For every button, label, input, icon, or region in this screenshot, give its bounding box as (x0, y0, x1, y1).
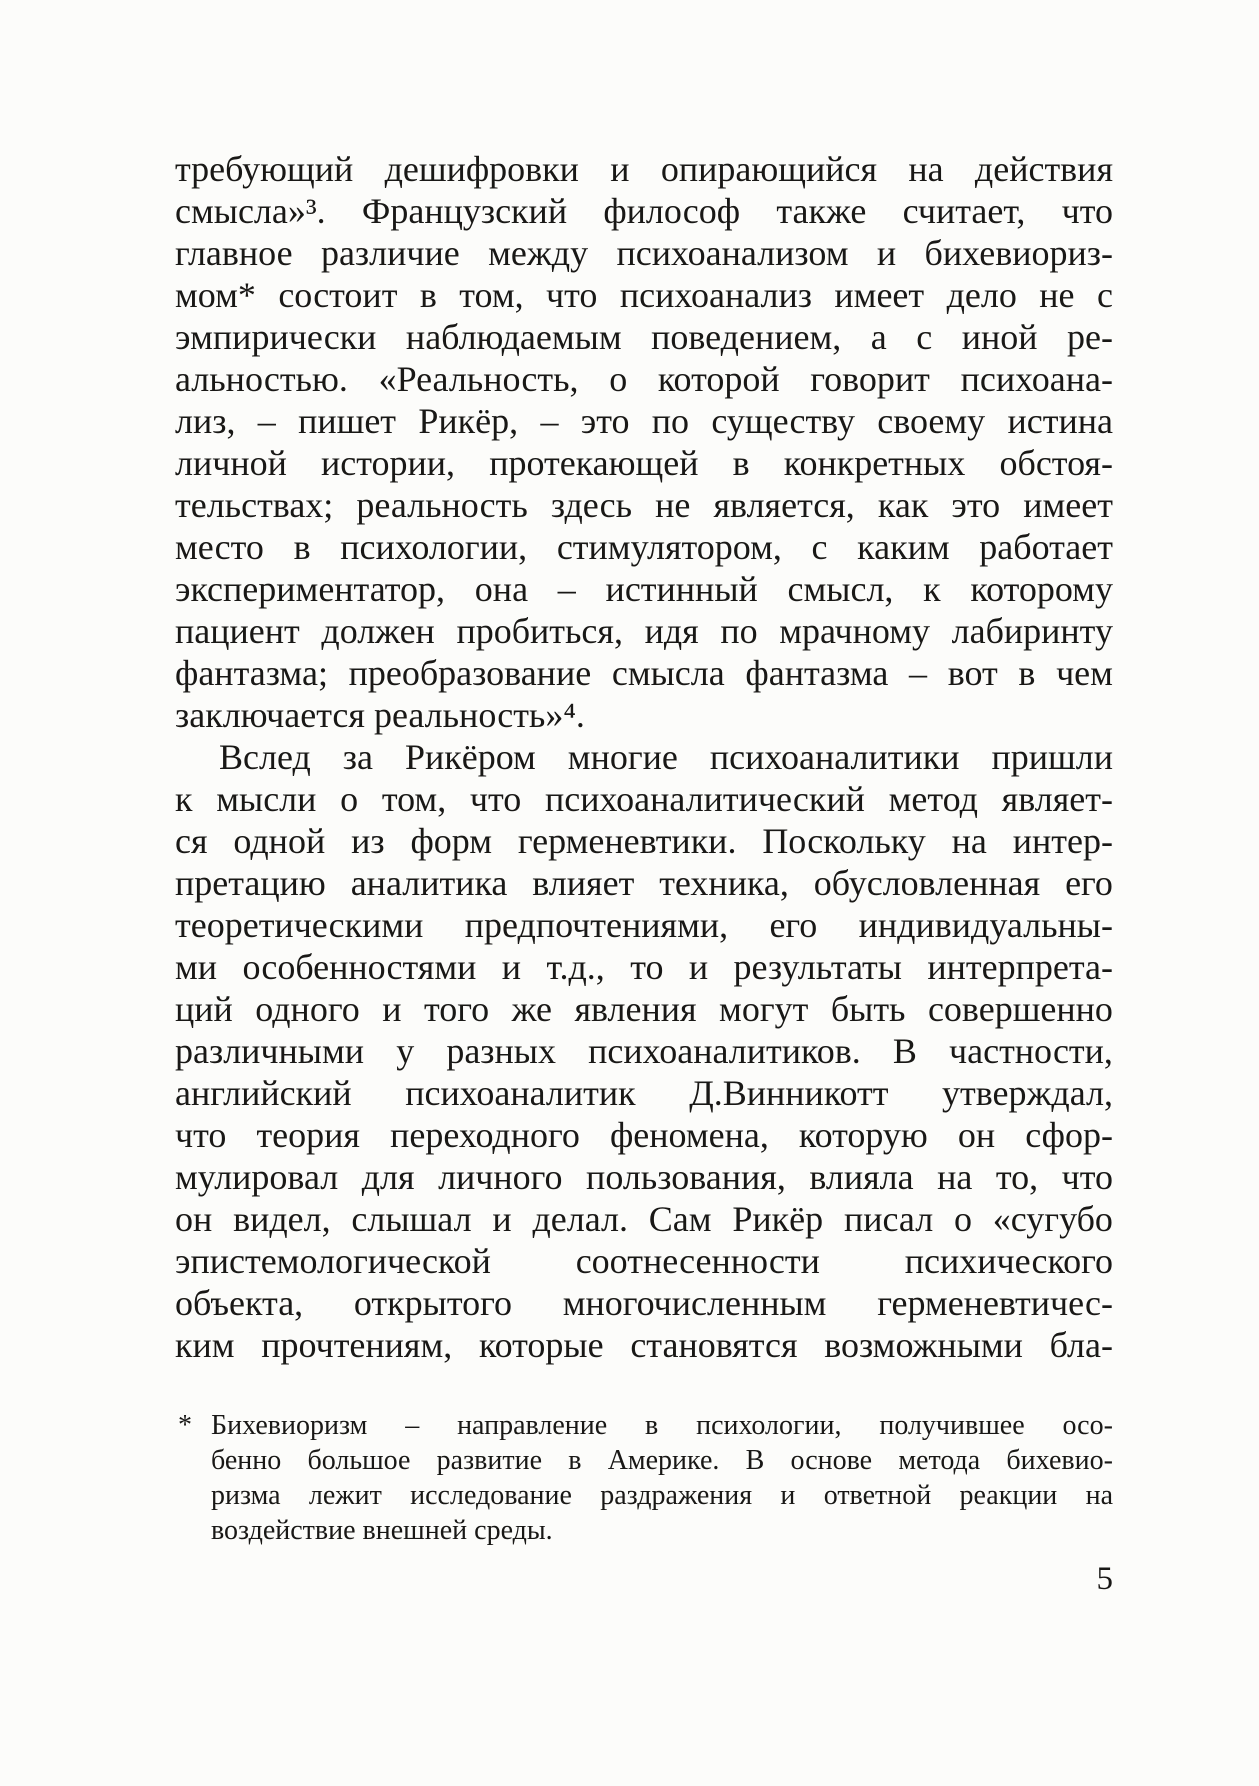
word: интер- (1012, 821, 1113, 861)
word: для (361, 1157, 415, 1197)
word: совершенно (927, 989, 1113, 1029)
word: вот (947, 653, 998, 693)
text-line (175, 148, 1113, 190)
text-line (175, 1072, 1113, 1114)
word: Бихевиоризм (211, 1410, 368, 1441)
text-line (175, 862, 1113, 904)
main-text-paragraph-2 (175, 736, 1113, 1366)
word: – (540, 401, 559, 441)
word: лабиринту (951, 611, 1113, 651)
word: своему (877, 401, 986, 441)
word: это (951, 485, 1001, 525)
word: «сугубо (992, 1199, 1113, 1239)
word: и (492, 1199, 512, 1239)
word: интерпрета- (927, 947, 1113, 987)
word: конкретных (783, 443, 966, 483)
word: среды. (474, 1515, 553, 1546)
word: ся (175, 821, 208, 861)
word: о (340, 779, 359, 819)
word: психоанализом (616, 233, 849, 273)
word: его (769, 905, 818, 945)
text-line (175, 610, 1113, 652)
word: то, (995, 1157, 1039, 1197)
word: которую (798, 1115, 928, 1155)
word: в (568, 1445, 582, 1476)
word: преобразование (348, 653, 592, 693)
word: феномена, (609, 1115, 769, 1155)
word: обстоя- (999, 443, 1113, 483)
word: личного (438, 1157, 563, 1197)
word: бихевиориз- (924, 233, 1113, 273)
word: идя (644, 611, 699, 651)
word: Рикёр (732, 1199, 824, 1239)
word: состоит (278, 275, 398, 315)
text-line (211, 1443, 1113, 1478)
word: ций (175, 989, 233, 1029)
word: о (953, 1199, 972, 1239)
text-line (175, 1282, 1113, 1324)
word: различие (320, 233, 460, 273)
word: одного (255, 989, 360, 1029)
word: соотнесенности (575, 1241, 820, 1281)
word: влияла (809, 1157, 914, 1197)
word: бенно (211, 1445, 282, 1476)
word: фантазма; (175, 653, 328, 693)
word: герменевтичес- (877, 1283, 1113, 1323)
word: открытого (353, 1283, 512, 1323)
word: ким (175, 1325, 235, 1365)
word: что (1061, 1157, 1113, 1197)
word: лежит (308, 1480, 382, 1511)
word: реальность (356, 485, 528, 525)
word: а (870, 317, 887, 357)
main-text-paragraph-1 (175, 148, 1113, 736)
word: прочтениям, (261, 1325, 453, 1365)
word: пробиться, (456, 611, 623, 651)
word: различными (175, 1031, 365, 1071)
word: Сам (648, 1199, 712, 1239)
word: аналитика (350, 863, 508, 903)
word: бла- (1049, 1325, 1113, 1365)
word: из (351, 821, 385, 861)
text-line (211, 1513, 1113, 1548)
word: имеет (1023, 485, 1113, 525)
word: Вслед (219, 737, 311, 777)
word: психологии, (696, 1410, 842, 1441)
word: на (908, 149, 944, 189)
word: ре- (1066, 317, 1113, 357)
footnote-asterisk-marker: * (178, 1410, 192, 1441)
word: теория (256, 1115, 360, 1155)
word: она (474, 569, 529, 609)
text-line (175, 358, 1113, 400)
word: на (1085, 1480, 1113, 1511)
word: эмпирически (175, 317, 377, 357)
footnote (175, 1408, 1113, 1548)
word: у (396, 1031, 415, 1071)
word: исследование (410, 1480, 572, 1511)
word: в (419, 275, 437, 315)
word: к (923, 569, 941, 609)
word: психоанализ (619, 275, 812, 315)
text-line (175, 316, 1113, 358)
word: Америке. (607, 1445, 720, 1476)
word: с (916, 317, 933, 357)
word: и (501, 947, 522, 987)
word: осо- (1062, 1410, 1113, 1441)
word: возможными (824, 1325, 1023, 1365)
word: не (1039, 275, 1075, 315)
word: т.д., (546, 947, 605, 987)
word: герменевтики. (517, 821, 737, 861)
word: по (720, 611, 758, 651)
word: чем (1056, 653, 1113, 693)
word: лиз, (175, 401, 236, 441)
word: смысла (611, 653, 725, 693)
word: заключается (175, 695, 365, 735)
word: одной (233, 821, 326, 861)
word: как (877, 485, 929, 525)
word: Рикёром (404, 737, 536, 777)
word: с (811, 527, 828, 567)
word: пользования, (586, 1157, 786, 1197)
word: – (909, 653, 928, 693)
word: «Реальность, (378, 359, 579, 399)
word: внешней (362, 1515, 468, 1546)
word: теоретическими (175, 905, 424, 945)
word: реальность»⁴. (373, 695, 585, 735)
word: между (488, 233, 589, 273)
word: сфор- (1025, 1115, 1113, 1155)
word: фантазма (745, 653, 889, 693)
word: разных (446, 1031, 556, 1071)
word: не (655, 485, 691, 525)
text-line (175, 1198, 1113, 1240)
word: смысл, (787, 569, 894, 609)
word: на (937, 1157, 973, 1197)
word: психоана- (960, 359, 1113, 399)
word: мом* (175, 275, 256, 315)
word: пациент (175, 611, 300, 651)
word: частности, (949, 1031, 1113, 1071)
word: пишет (298, 401, 397, 441)
word: дело (946, 275, 1017, 315)
word: эпистемологической (175, 1241, 491, 1281)
word: слышал (351, 1199, 472, 1239)
word: психоаналитический (545, 779, 865, 819)
word: истинный (605, 569, 758, 609)
word: техника, (659, 863, 789, 903)
word: к (175, 779, 193, 819)
word: – (405, 1410, 420, 1441)
text-line (175, 988, 1113, 1030)
text-line (175, 1156, 1113, 1198)
word: мысли (216, 779, 317, 819)
text-line (175, 1030, 1113, 1072)
word: считает, (902, 191, 1026, 231)
word: и (688, 947, 709, 987)
word: и (382, 989, 402, 1029)
word: том, (381, 779, 447, 819)
word: влияет (532, 863, 635, 903)
word: психологии, (340, 527, 528, 567)
word: быть (830, 989, 906, 1029)
text-line (175, 694, 1113, 736)
word: на (951, 821, 987, 861)
word: реакции (959, 1480, 1058, 1511)
word: в (1018, 653, 1036, 693)
text-line (175, 946, 1113, 988)
text-line (175, 274, 1113, 316)
word: требующий (175, 149, 354, 189)
text-line (175, 904, 1113, 946)
word: что (469, 779, 522, 819)
word: дешифровки (384, 149, 579, 189)
word: он (957, 1115, 996, 1155)
text-line (175, 526, 1113, 568)
word: форм (410, 821, 492, 861)
word: говорит (810, 359, 930, 399)
word: экспериментатор, (175, 569, 446, 609)
word: действия (974, 149, 1113, 189)
word: развитие (436, 1445, 543, 1476)
word: делал. (532, 1199, 628, 1239)
word: многочисленным (562, 1283, 827, 1323)
text-line (175, 1324, 1113, 1366)
word: Французский (361, 191, 568, 231)
word: в (293, 527, 311, 567)
text-line (211, 1478, 1113, 1513)
word: писал (843, 1199, 934, 1239)
footnote-text (211, 1408, 1113, 1548)
word: многие (567, 737, 678, 777)
word: ризма (211, 1480, 281, 1511)
text-line (175, 442, 1113, 484)
word: мулировал (175, 1157, 339, 1197)
word: раздражения (600, 1480, 753, 1511)
word: психоаналитик (405, 1073, 636, 1113)
word: психоаналитиков. (588, 1031, 861, 1071)
text-line (175, 820, 1113, 862)
text-line (175, 568, 1113, 610)
word: существу (711, 401, 855, 441)
page-number: 5 (1096, 1561, 1113, 1597)
word: ответной (823, 1480, 932, 1511)
text-line (175, 736, 1113, 778)
word: того (423, 989, 490, 1029)
word: в (645, 1410, 659, 1441)
word: и (876, 233, 897, 273)
word: направление (457, 1410, 608, 1441)
word: то (630, 947, 664, 987)
word: объекта, (175, 1283, 304, 1323)
word: мрачному (779, 611, 931, 651)
word: становятся (630, 1325, 798, 1365)
word: предпочтениями, (464, 905, 729, 945)
word: каким (857, 527, 950, 567)
word: метода (898, 1445, 981, 1476)
text-line (175, 232, 1113, 274)
word: протекающей (489, 443, 699, 483)
word: что (546, 275, 598, 315)
word: истина (1007, 401, 1113, 441)
word: с (1096, 275, 1113, 315)
word: Рикёр, (418, 401, 519, 441)
word: о (609, 359, 628, 399)
text-block (175, 148, 1113, 1598)
word: получившее (879, 1410, 1025, 1441)
word: и (610, 149, 630, 189)
text-line (211, 1408, 1113, 1443)
word: здесь (550, 485, 633, 525)
word: это (580, 401, 630, 441)
word: за (342, 737, 373, 777)
word: психоаналитики (709, 737, 960, 777)
text-line (175, 484, 1113, 526)
word: Поскольку (762, 821, 926, 861)
word: результаты (733, 947, 902, 987)
word: имеет (834, 275, 925, 315)
word: могут (719, 989, 809, 1029)
word: в (732, 443, 750, 483)
word: альностью. (175, 359, 348, 399)
word: главное (175, 233, 293, 273)
text-line (175, 652, 1113, 694)
word: претацию (175, 863, 326, 903)
word: основе (790, 1445, 873, 1476)
word: – (257, 401, 276, 441)
word: что (1061, 191, 1113, 231)
word: английский (175, 1073, 352, 1113)
word: опирающийся (660, 149, 878, 189)
word: также (776, 191, 867, 231)
word: и (780, 1480, 796, 1511)
word: работает (979, 527, 1113, 567)
word: воздействие (211, 1515, 356, 1546)
text-line (175, 778, 1113, 820)
word: переходного (390, 1115, 580, 1155)
word: В (745, 1445, 765, 1476)
word: явления (574, 989, 697, 1029)
word: место (175, 527, 264, 567)
text-line (175, 400, 1113, 442)
word: личной (175, 443, 287, 483)
word: пришли (991, 737, 1113, 777)
word: особенностями (242, 947, 477, 987)
word: его (1065, 863, 1113, 903)
word: обусловленная (813, 863, 1041, 903)
word: большое (307, 1445, 411, 1476)
word: наблюдаемым (405, 317, 622, 357)
word: философ (603, 191, 741, 231)
word: по (651, 401, 690, 441)
word: метод (888, 779, 978, 819)
word: тельствах; (175, 485, 334, 525)
word: является, (713, 485, 855, 525)
text-line (175, 1240, 1113, 1282)
word: видел, (233, 1199, 331, 1239)
word: Д.Винникотт (689, 1073, 889, 1113)
word: должен (321, 611, 435, 651)
word: ми (175, 947, 218, 987)
word: поведением, (651, 317, 842, 357)
word: В (892, 1031, 917, 1071)
word: которые (478, 1325, 604, 1365)
word: утверждал, (942, 1073, 1113, 1113)
word: бихевио- (1006, 1445, 1113, 1476)
word: являет- (1001, 779, 1113, 819)
word: том, (459, 275, 524, 315)
text-line (175, 190, 1113, 232)
word: индивидуальны- (858, 905, 1113, 945)
word: же (511, 989, 552, 1029)
word: что (175, 1115, 227, 1155)
word: которой (657, 359, 780, 399)
word: иной (961, 317, 1038, 357)
word: психического (904, 1241, 1113, 1281)
word: которому (970, 569, 1113, 609)
word: истории, (321, 443, 456, 483)
word: смысла»³. (175, 191, 326, 231)
word: он (175, 1199, 213, 1239)
word: – (557, 569, 576, 609)
word: стимулятором, (556, 527, 782, 567)
text-line (175, 1114, 1113, 1156)
